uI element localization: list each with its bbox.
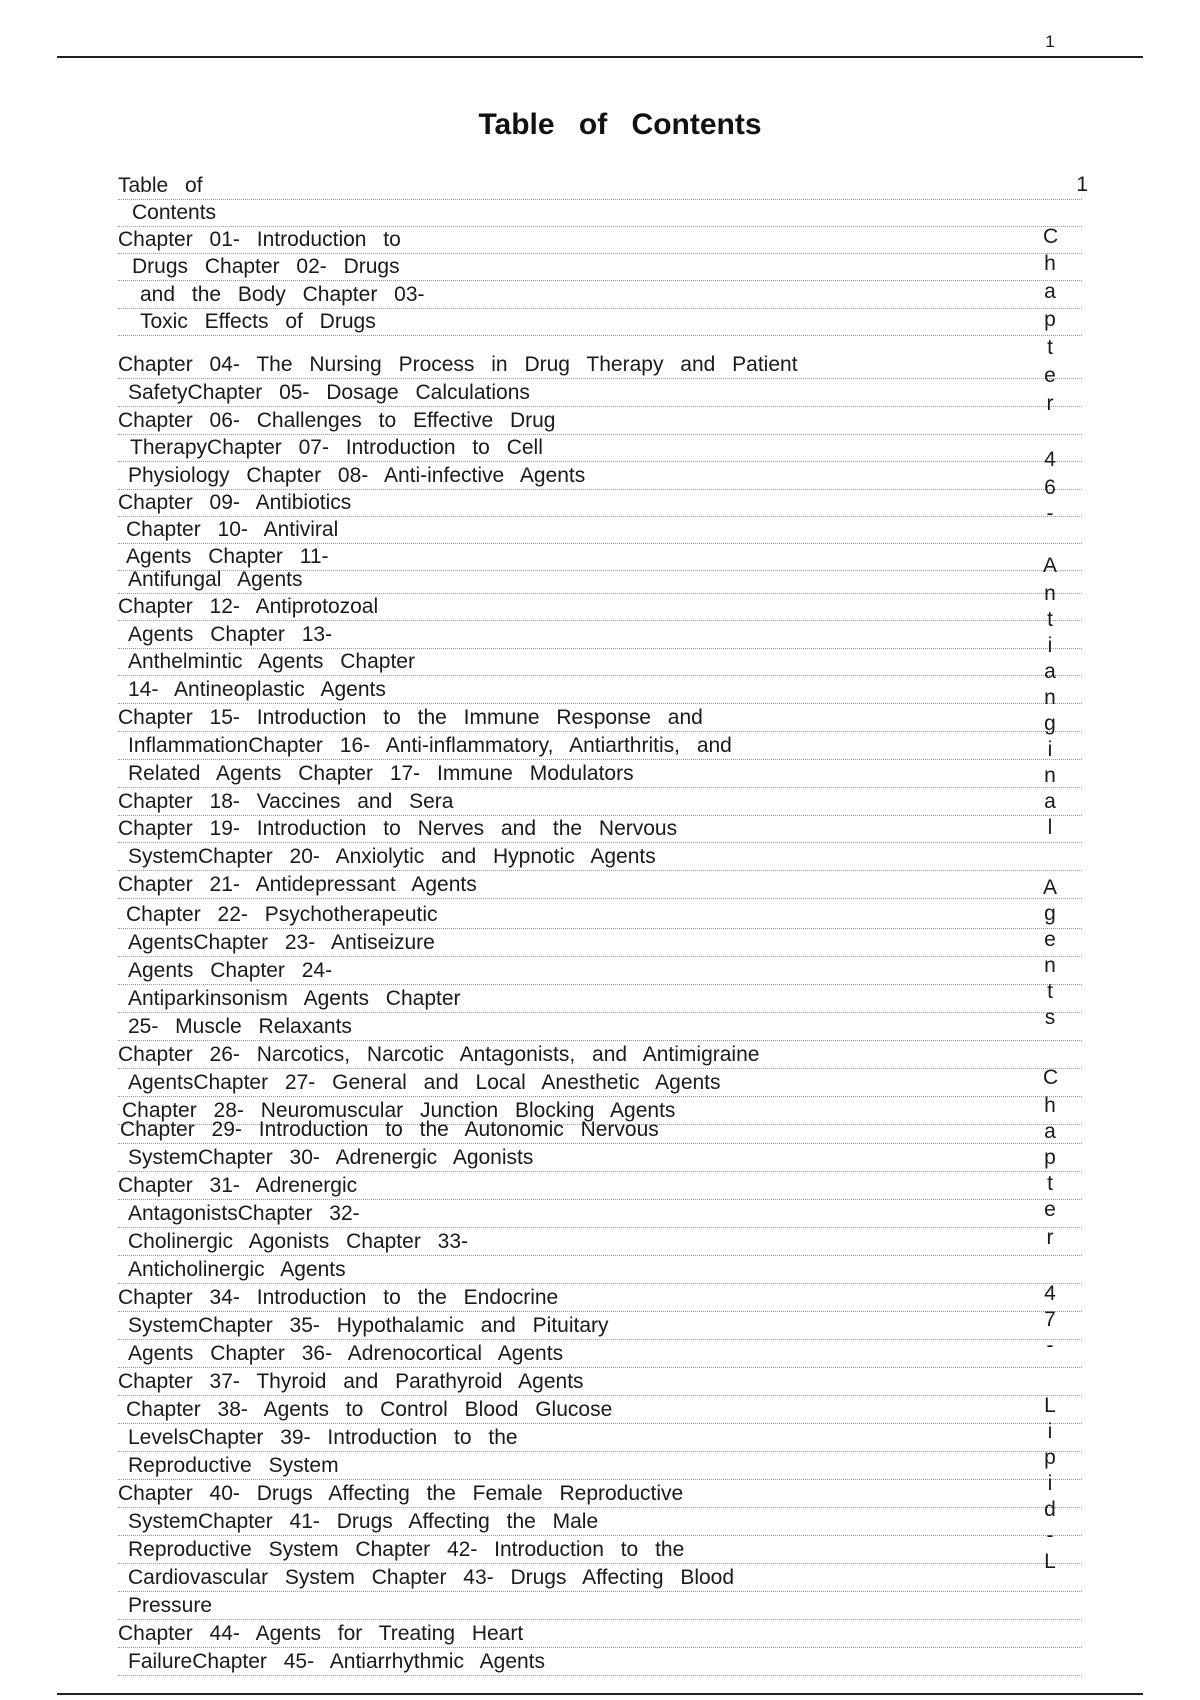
vertical-char: e [1044,364,1056,387]
toc-line[interactable] [118,761,1082,788]
toc-line[interactable] [118,1042,1082,1069]
vertical-char: p [1044,308,1056,331]
toc-line[interactable] [118,1481,1082,1508]
toc-line[interactable] [118,705,1082,732]
toc-line[interactable] [118,1257,1082,1284]
toc-line-text: SystemChapter 20- Anxiolytic and Hypnotic Agents [128,845,656,868]
vertical-char: 4 [1044,1282,1056,1305]
toc-line-text: Chapter 29- Introduction to the Autonomic Nervous [120,1118,659,1141]
toc-line-text: Contents [132,201,217,224]
toc-line-text: SystemChapter 30- Adrenergic Agonists [128,1146,534,1169]
vertical-char: i [1047,738,1053,761]
toc-line-text: Antiparkinsonism Agents Chapter [128,987,461,1010]
vertical-char: - [1046,1334,1054,1357]
vertical-char: 4 [1044,448,1056,471]
toc-line-text: Chapter 21- Antidepressant Agents [118,873,477,896]
toc-line-text: Chapter 28- Neuromuscular Junction Blocking Agents [122,1099,676,1122]
toc-line-text: Cardiovascular System Chapter 43- Drugs Affecting Blood [128,1566,735,1589]
vertical-char: i [1047,634,1053,657]
toc-line[interactable] [118,309,1082,336]
toc-line[interactable] [118,1565,1082,1592]
toc-line[interactable] [118,1369,1082,1396]
vertical-char: C [1043,225,1059,248]
vertical-char: h [1044,1094,1056,1117]
toc-line[interactable] [118,173,1082,200]
toc-line[interactable] [118,408,1082,435]
toc-line-text: Chapter 34- Introduction to the Endocrine [118,1286,559,1309]
vertical-char: A [1043,554,1058,577]
toc-line-text: SystemChapter 41- Drugs Affecting the Male [128,1510,599,1533]
vertical-char: e [1044,1198,1056,1221]
vertical-char: n [1044,764,1056,787]
vertical-char: L [1044,1394,1056,1417]
document-title: Table of Contents [478,108,762,141]
toc-line-text: Chapter 15- Introduction to the Immune Response and [118,706,703,729]
vertical-char: t [1047,608,1053,631]
toc-line-text: Chapter 06- Challenges to Effective Drug [118,409,556,432]
toc-line[interactable] [118,1145,1082,1172]
toc-line-text: FailureChapter 45- Antiarrhythmic Agents [128,1650,546,1673]
toc-line-text: Chapter 44- Agents for Treating Heart [118,1622,524,1645]
toc-line[interactable] [118,1285,1082,1312]
toc-line[interactable] [118,517,1082,544]
toc-line-text: InflammationChapter 16- Anti-inflammatory, Antiarthritis, and [128,734,732,757]
toc-line[interactable] [118,1509,1082,1536]
vertical-char: s [1044,1006,1056,1029]
toc-line-text: Cholinergic Agonists Chapter 33- [128,1230,469,1253]
toc-line[interactable] [118,567,1082,594]
toc-line-text: Pressure [128,1594,213,1617]
toc-line-text: and the Body Chapter 03- [140,283,425,306]
vertical-char: e [1044,928,1056,951]
vertical-char: - [1046,1524,1054,1547]
vertical-char: t [1047,336,1053,359]
toc-line[interactable] [118,930,1082,957]
vertical-char: a [1044,280,1056,303]
toc-line-text: Chapter 04- The Nursing Process in Drug Therapy and Patient [118,353,798,376]
toc-line[interactable] [118,352,1082,379]
toc-line-text: AgentsChapter 27- General and Local Anesthetic Agents [128,1071,721,1094]
toc-line[interactable] [118,227,1082,254]
vertical-char: a [1044,790,1056,813]
toc-line[interactable] [118,1593,1082,1620]
vertical-char: L [1044,1550,1056,1573]
vertical-char: t [1047,1172,1053,1195]
vertical-char: p [1044,1146,1056,1169]
toc-line-text: AntagonistsChapter 32- [128,1202,360,1225]
toc-line-text: Chapter 37- Thyroid and Parathyroid Agents [118,1370,584,1393]
toc-line[interactable] [118,1229,1082,1256]
toc-line[interactable] [118,872,1082,899]
toc-line[interactable] [118,1453,1082,1480]
toc-line-text: Related Agents Chapter 17- Immune Modulators [128,762,634,785]
toc-line-text: Agents Chapter 36- Adrenocortical Agents [128,1342,564,1365]
toc-line[interactable] [118,282,1082,309]
vertical-char: h [1044,252,1056,275]
toc-line[interactable] [118,1397,1082,1424]
toc-line[interactable] [118,380,1082,407]
vertical-char: 7 [1044,1308,1056,1331]
toc-line-text: Chapter 31- Adrenergic [118,1174,358,1197]
toc-line[interactable] [118,1425,1082,1452]
toc-line[interactable] [118,435,1082,462]
toc-line[interactable] [118,1201,1082,1228]
toc-line[interactable] [118,958,1082,985]
toc-line-text: Chapter 19- Introduction to Nerves and the Nervous [118,817,678,840]
toc-line-text: Chapter 26- Narcotics, Narcotic Antagonists, and Antimigraine [118,1043,760,1066]
toc-line[interactable] [118,1117,1082,1144]
toc-line-text: AgentsChapter 23- Antiseizure [128,931,435,954]
toc-line-text: Anticholinergic Agents [128,1258,346,1281]
toc-line-text: TherapyChapter 07- Introduction to Cell [130,436,543,459]
vertical-char: a [1044,1120,1056,1143]
toc-line[interactable] [118,816,1082,843]
vertical-char: A [1043,876,1058,899]
toc-line-text: Agents Chapter 24- [128,959,333,982]
toc-line-text: Reproductive System Chapter 42- Introduction to the [128,1538,685,1561]
vertical-char: r [1046,1226,1054,1249]
toc-line-text: Agents Chapter 13- [128,623,333,646]
toc-line[interactable] [118,733,1082,760]
toc-line[interactable] [118,1537,1082,1564]
toc-line[interactable] [118,490,1082,517]
toc-line-text: Chapter 10- Antiviral [126,518,339,541]
vertical-char: g [1044,902,1056,925]
toc-line-text: Physiology Chapter 08- Anti-infective Agents [128,464,586,487]
toc-line-text: Anthelmintic Agents Chapter [128,650,415,673]
footer-rule [57,1693,1143,1695]
vertical-char: i [1047,1472,1053,1495]
toc-line-text: Chapter 09- Antibiotics [118,491,352,514]
toc-line[interactable] [118,463,1082,490]
toc-line-text: Drugs Chapter 02- Drugs [132,255,400,278]
toc-page-number: 1 [1076,173,1088,196]
toc-line-text: Chapter 12- Antiprotozoal [118,595,379,618]
toc-line[interactable] [118,1070,1082,1097]
vertical-char: n [1044,582,1056,605]
toc-line[interactable] [118,622,1082,649]
toc-line-text: Toxic Effects of Drugs [140,310,376,333]
vertical-char: r [1046,392,1054,415]
toc-line[interactable] [118,844,1082,871]
toc-line-text: 25- Muscle Relaxants [128,1015,352,1038]
toc-line[interactable] [118,649,1082,676]
toc-line-text: Chapter 40- Drugs Affecting the Female Reproductive [118,1482,684,1505]
vertical-char: n [1044,686,1056,709]
toc-line[interactable] [118,789,1082,816]
vertical-char: 6 [1044,476,1056,499]
vertical-char: p [1044,1446,1056,1469]
toc-line-text: SafetyChapter 05- Dosage Calculations [128,381,530,404]
vertical-char: i [1047,1420,1053,1443]
toc-line[interactable] [118,1313,1082,1340]
toc-line-text: Chapter 22- Psychotherapeutic [126,903,438,926]
toc-line[interactable] [118,986,1082,1013]
vertical-char: t [1047,980,1053,1003]
vertical-char: d [1044,1498,1056,1521]
toc-line-text: Antifungal Agents [128,568,303,591]
toc-line-text: Chapter 18- Vaccines and Sera [118,790,454,813]
vertical-char: a [1044,660,1056,683]
page-number: 1 [1045,32,1055,51]
toc-line-text: Table of [118,174,203,197]
toc-line-text: SystemChapter 35- Hypothalamic and Pituitary [128,1314,609,1337]
toc-line[interactable] [118,1341,1082,1368]
toc-line[interactable] [118,677,1082,704]
vertical-char: l [1047,816,1053,839]
toc-line[interactable] [118,1014,1082,1041]
toc-line-text: Reproductive System [128,1454,339,1477]
toc-line-text: LevelsChapter 39- Introduction to the [128,1426,518,1449]
toc-line[interactable] [118,254,1082,281]
toc-line-text: Agents Chapter 11- [126,545,329,568]
vertical-char: C [1043,1066,1059,1089]
toc-line[interactable] [118,200,1082,227]
vertical-char: g [1044,712,1056,735]
toc-line-text: 14- Antineoplastic Agents [128,678,386,701]
toc-line[interactable] [118,594,1082,621]
vertical-char: n [1044,954,1056,977]
toc-line[interactable] [118,1621,1082,1648]
vertical-char: - [1046,502,1054,525]
toc-line[interactable] [118,1649,1082,1676]
toc-line[interactable] [118,902,1082,929]
toc-line-text: Chapter 38- Agents to Control Blood Glucose [126,1398,613,1421]
toc-line-text: Chapter 01- Introduction to [118,228,401,251]
toc-line[interactable] [118,1173,1082,1200]
